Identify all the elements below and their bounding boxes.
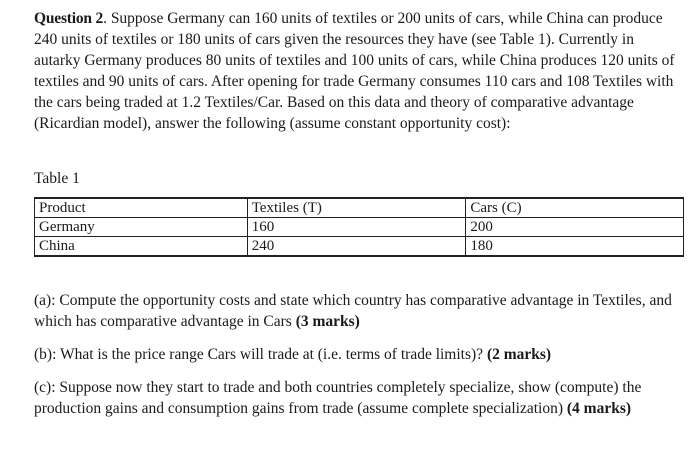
part-b-marks: (2 marks) [486, 346, 552, 363]
part-c-text: (c): Suppose now they start to trade and both countries completely specialize, show (compute) the production gains and consumption gains from trade (assume complete specialization) [34, 379, 642, 417]
table-row [35, 237, 684, 257]
header-cell: Textiles (T) [247, 198, 466, 218]
header-cell: Product [35, 198, 248, 218]
table-cell: 200 [466, 218, 684, 237]
question-intro [34, 8, 680, 134]
table-cell: 240 [247, 237, 466, 257]
table-cell: 160 [247, 218, 466, 237]
table-row [35, 218, 684, 237]
part-b [34, 344, 680, 365]
question-intro-text: . Suppose Germany can 160 units of textiles or 200 units of cars, while China can produce 240 units of textiles or 180 units of cars given the resources they have (see Table 1). Currently in autarky Germany produces 80 units of textiles and 100 units of cars, while China produces 120 units of textiles and 90 units of cars. After opening for trade Germany consumes 110 cars and 108 Textiles with the cars being traded at 1.2 Textiles/Car. Based on this data and theory of comparative advantage (Ricardian model), answer the following (assume constant opportunity cost): [34, 10, 675, 132]
part-a [34, 290, 680, 332]
part-c [34, 377, 680, 419]
table-cell: China [35, 237, 248, 257]
data-table [34, 197, 684, 257]
part-b-text: (b): What is the price range Cars will trade at (i.e. terms of trade limits)? [34, 346, 487, 363]
table-header-row [35, 198, 684, 218]
question-label: Question 2 [34, 10, 104, 27]
header-cell: Cars (C) [466, 198, 684, 218]
table-cell: Germany [35, 218, 248, 237]
part-a-text: (a): Compute the opportunity costs and state which country has comparative advantage in Textiles, and which has comparative advantage in Cars [34, 292, 672, 330]
part-c-marks: (4 marks) [566, 400, 632, 417]
table-cell: 180 [466, 237, 684, 257]
part-a-marks: (3 marks) [295, 313, 360, 330]
table-caption: Table 1 [34, 170, 80, 187]
